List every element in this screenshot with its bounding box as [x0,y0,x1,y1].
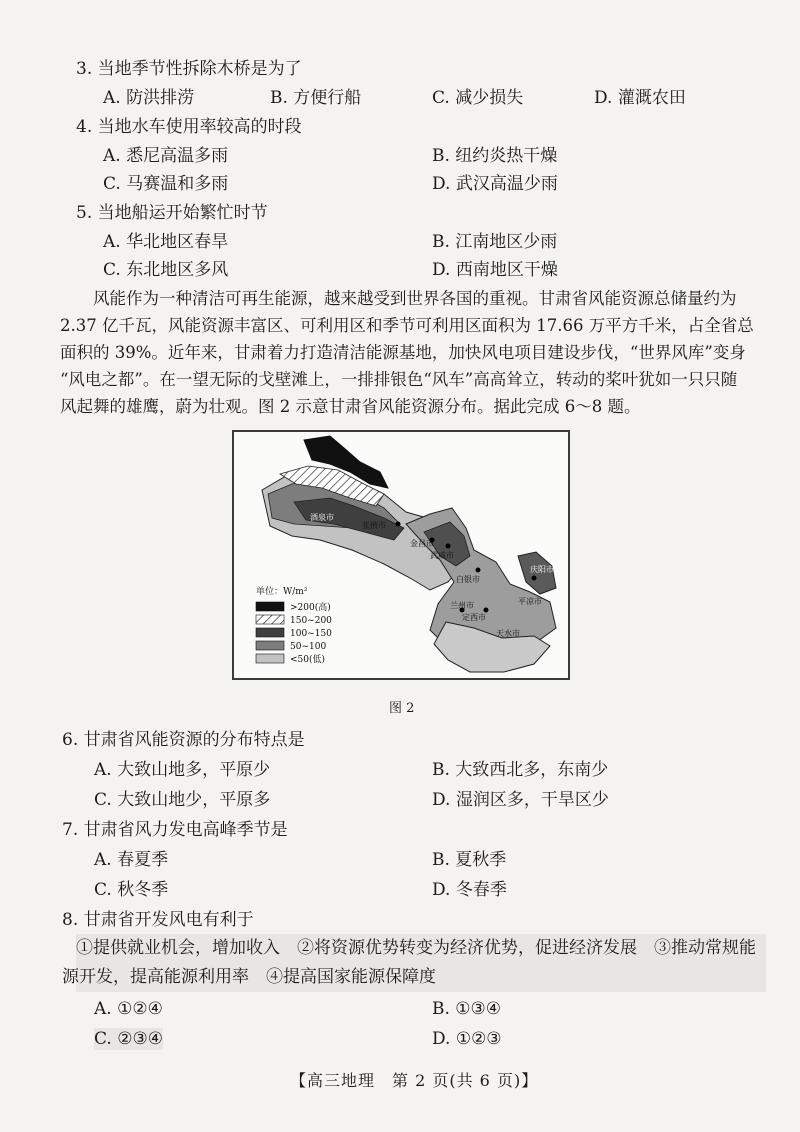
legend-item: <50(低) [290,655,326,665]
wind-resource-map [232,430,570,680]
q3-option-b[interactable]: B. 方便行船 [270,88,362,108]
q5-stem: 5. 当地船运开始繁忙时节 [76,203,268,223]
q7-option-b[interactable]: B. 夏秋季 [432,850,507,870]
q5-option-c[interactable]: C. 东北地区多风 [103,260,229,280]
q7-option-d[interactable]: D. 冬春季 [432,880,507,900]
city-label-pingliang: 平凉市 [518,597,542,606]
legend-item: 100~150 [290,629,332,639]
q4-option-b[interactable]: B. 纽约炎热干燥 [432,146,558,166]
passage-line: 2.37 亿千瓦，风能资源丰富区、可利用区和季节可利用区面积为 17.66 万平方千米，占全省总 [60,316,754,335]
q8-stem: 8. 甘肃省开发风电有利于 [62,910,254,930]
city-dot [446,544,451,549]
legend-item: >200(高) [290,603,331,613]
city-dot [532,576,537,581]
q5-option-a[interactable]: A. 华北地区春旱 [103,232,229,252]
passage-line: 风起舞的雄鹰，蔚为壮观。图 2 示意甘肃省风能资源分布。据此完成 6～8 题。 [60,397,641,416]
q6-stem: 6. 甘肃省风能资源的分布特点是 [62,730,305,750]
legend-title: 单位：W/m² [256,587,308,597]
figure-caption: 图 2 [389,701,415,716]
gansu-map-svg [234,432,568,678]
q8-option-d[interactable]: D. ①②③ [432,1029,502,1049]
q3-option-d[interactable]: D. 灌溉农田 [594,88,686,108]
city-label-wuwei: 武威市 [430,551,454,560]
q8-option-b[interactable]: B. ①③④ [432,999,502,1019]
passage-line: 风能作为一种清洁可再生能源，越来越受到世界各国的重视。甘肃省风能资源总储量约为 [93,289,737,308]
q7-option-a[interactable]: A. 春夏季 [94,850,169,870]
q6-option-d[interactable]: D. 湿润区多，干旱区少 [432,790,609,810]
q7-stem: 7. 甘肃省风力发电高峰季节是 [62,820,288,840]
q4-option-a[interactable]: A. 悉尼高温多雨 [103,146,229,166]
q8-statements [62,934,766,992]
city-label-dingxi: 定西市 [462,613,486,622]
q4-option-c[interactable]: C. 马赛温和多雨 [103,174,229,194]
q5-option-d[interactable]: D. 西南地区干燥 [432,260,558,280]
page-footer: 【高三地理 第 2 页(共 6 页)】 [290,1071,539,1090]
passage [60,285,754,420]
city-label-jiuquan: 酒泉市 [310,513,334,522]
q4-option-d[interactable]: D. 武汉高温少雨 [432,174,558,194]
q8-statement-line: 源开发，提高能源利用率 ④提高国家能源保障度 [62,967,436,987]
city-label-zhangye: 张掖市 [362,521,386,530]
city-dot [396,522,401,527]
city-label-lanzhou: 兰州市 [450,601,474,610]
passage-line: “风电之都”。在一望无际的戈壁滩上，一排排银色“风车”高高耸立，转动的桨叶犹如一只只随 [60,370,738,389]
q3-option-a[interactable]: A. 防洪排涝 [103,88,195,108]
q3-stem: 3. 当地季节性拆除木桥是为了 [76,59,302,79]
city-label-qingyang: 庆阳市 [530,565,554,574]
city-dot [476,568,481,573]
passage-line: 面积的 39%。近年来，甘肃着力打造清洁能源基地，加快风电项目建设步伐，“世界风库”变身 [60,343,746,362]
q8-option-c[interactable]: C. ②③④ [94,1029,163,1049]
legend-item: 50~100 [290,642,327,652]
q5-option-b[interactable]: B. 江南地区少雨 [432,232,558,252]
q8-option-a[interactable]: A. ①②④ [94,999,163,1019]
q3-option-c[interactable]: C. 减少损失 [432,88,524,108]
q6-option-a[interactable]: A. 大致山地多，平原少 [94,760,271,780]
city-dot [484,608,489,613]
q7-option-c[interactable]: C. 秋冬季 [94,880,169,900]
legend-item: 150~200 [290,616,332,626]
q8-statement-line: ①提供就业机会，增加收入 ②将资源优势转变为经济优势，促进经济发展 ③推动常规能 [76,938,756,958]
city-label-baiyin: 白银市 [456,575,480,584]
city-label-tianshui: 天水市 [496,629,520,638]
q6-option-b[interactable]: B. 大致西北多，东南少 [432,760,609,780]
q4-stem: 4. 当地水车使用率较高的时段 [76,117,302,137]
city-label-jinchang: 金昌市 [410,539,434,548]
q6-option-c[interactable]: C. 大致山地少，平原多 [94,790,271,810]
